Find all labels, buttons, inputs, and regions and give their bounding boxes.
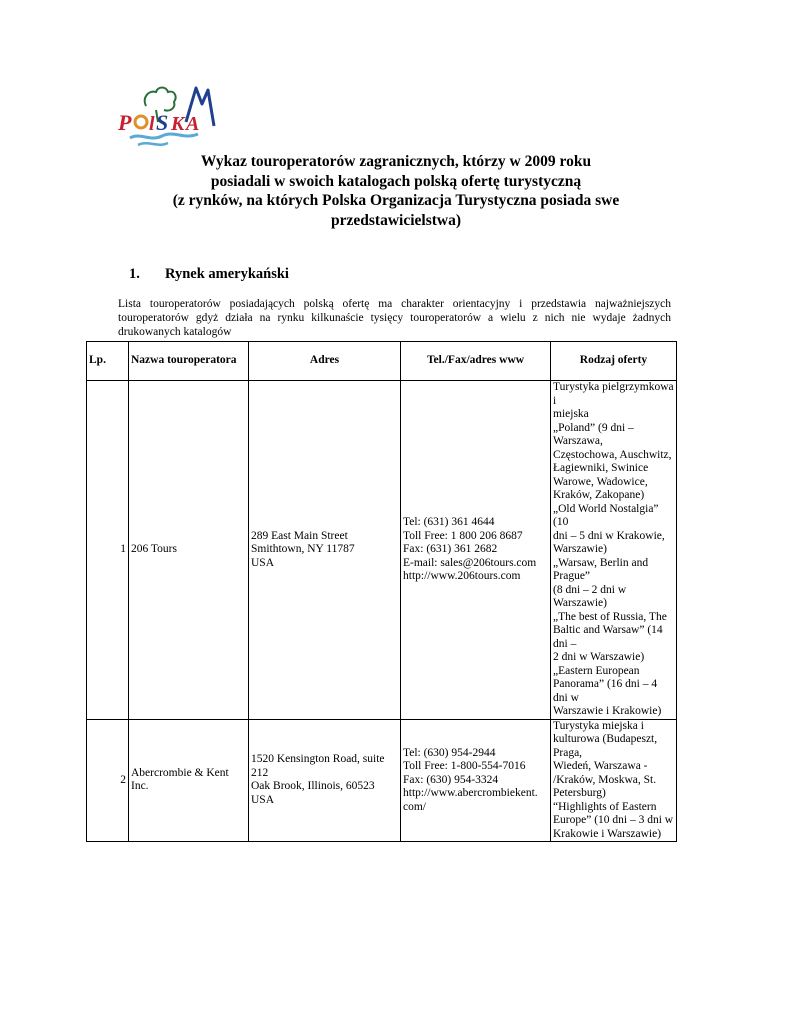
intro-line: touroperatorów gdyż działa na rynku kilkunaście tysięcy touroperatorów a wielu z nich nie wydaje żadnych xyxy=(118,312,671,324)
cell-line: Warowe, Wadowice, xyxy=(553,475,648,488)
cell-line: Fax: (631) 361 2682 xyxy=(403,543,498,555)
cell-line: Smithtown, NY 11787 xyxy=(251,543,355,555)
cell-line: Wiedeń, Warszawa - xyxy=(553,760,648,772)
cell-line: Warszawie) xyxy=(553,543,607,555)
cell-line: 206 Tours xyxy=(131,543,177,555)
cell-line: http://www.abercrombiekent. xyxy=(403,787,538,799)
cell-line: Tel: (630) 954-2944 xyxy=(403,746,496,759)
cell-address xyxy=(249,381,401,720)
cell-name xyxy=(129,719,249,842)
polska-logo xyxy=(116,82,220,152)
cell-line: Kraków, Zakopane) xyxy=(553,489,645,501)
cell-line: USA xyxy=(251,556,275,569)
intro-line: drukowanych katalogów xyxy=(118,326,232,338)
cell-line: dni – 5 dni w Krakowie, xyxy=(553,529,665,542)
cell-line: Panorama” (16 dni – 4 dni w xyxy=(553,678,658,704)
cell-line: USA xyxy=(251,793,275,806)
cell-line: Baltic and Warsaw” (14 dni – xyxy=(553,624,663,650)
svg-text:l: l xyxy=(149,113,155,135)
cell-line: “Highlights of Eastern xyxy=(553,800,657,813)
cell-line: miejska xyxy=(553,408,589,420)
cell-lp: 2 xyxy=(87,719,129,842)
cell-line: 2 dni w Warszawie) xyxy=(553,651,645,663)
cell-line: „Poland” (9 dni – Warszawa, xyxy=(553,421,634,447)
table-row xyxy=(87,719,677,842)
intro-line: Lista touroperatorów posiadających polską ofertę ma charakter orientacyjny i przedstawia najważniejszych xyxy=(118,298,671,310)
cell-contact xyxy=(401,719,551,842)
cell-name xyxy=(129,381,249,720)
cell-line: „Old World Nostalgia” (10 xyxy=(553,502,659,528)
intro-paragraph xyxy=(118,297,671,339)
cell-line: 212 xyxy=(251,766,269,779)
cell-line: Inc. xyxy=(131,780,149,793)
cell-line: Łagiewniki, Swinice xyxy=(553,462,649,474)
cell-line: 1520 Kensington Road, suite xyxy=(251,753,385,766)
header-lp: Lp. xyxy=(87,342,129,381)
title-line: (z rynków, na których Polska Organizacja Turystyczna posiada swe xyxy=(172,192,620,209)
cell-line: Oak Brook, Illinois, 60523 xyxy=(251,780,375,793)
cell-offer xyxy=(551,719,677,842)
cell-line: 289 East Main Street xyxy=(251,529,348,542)
cell-line: „Eastern European xyxy=(553,664,640,677)
cell-line: Europe” (10 dni – 3 dni w xyxy=(553,814,674,826)
header-contact: Tel./Fax/adres www xyxy=(401,342,551,381)
document-title xyxy=(96,152,696,230)
cell-line: Turystyka miejska i xyxy=(553,719,644,732)
title-line: posiadali w swoich katalogach polską ofertę turystyczną xyxy=(210,172,582,190)
cell-line: /Kraków, Moskwa, St. xyxy=(553,773,657,786)
section-title: Rynek amerykański xyxy=(165,266,289,282)
svg-text:K: K xyxy=(171,113,185,135)
svg-text:P: P xyxy=(118,110,132,135)
cell-line: Fax: (630) 954-3324 xyxy=(403,773,499,786)
cell-line: Warszawie i Krakowie) xyxy=(553,705,662,717)
cell-line: Częstochowa, Auschwitz, xyxy=(553,448,672,461)
title-line: Wykaz touroperatorów zagranicznych, którzy w 2009 roku xyxy=(200,153,592,170)
cell-line: Tel: (631) 361 4644 xyxy=(403,516,495,528)
section-heading xyxy=(129,265,289,283)
cell-address xyxy=(249,719,401,842)
cell-line: „The best of Russia, The xyxy=(553,610,667,623)
cell-line: Toll Free: 1-800-554-7016 xyxy=(403,760,526,772)
table-header-row xyxy=(87,342,677,381)
cell-line: http://www.206tours.com xyxy=(403,570,521,582)
cell-line: E-mail: sales@206tours.com xyxy=(403,556,537,569)
cell-line: kulturowa (Budapeszt, Praga, xyxy=(553,733,658,759)
cell-line: Toll Free: 1 800 206 8687 xyxy=(403,529,523,542)
cell-line: Petersburg) xyxy=(553,787,606,799)
cell-offer xyxy=(551,381,677,720)
header-name: Nazwa touroperatora xyxy=(129,342,249,381)
cell-line: com/ xyxy=(403,800,426,813)
cell-contact xyxy=(401,381,551,720)
section-number: 1. xyxy=(129,266,140,282)
svg-text:S: S xyxy=(156,110,169,135)
cell-line: (8 dni – 2 dni w Warszawie) xyxy=(553,583,627,609)
cell-line: Turystyka pielgrzymkowa i xyxy=(553,381,674,407)
header-offer: Rodzaj oferty xyxy=(551,342,677,381)
touroperators-table xyxy=(86,341,677,842)
svg-text:A: A xyxy=(186,113,200,135)
title-line: przedstawicielstwa) xyxy=(331,211,461,229)
cell-line: Krakowie i Warszawie) xyxy=(553,827,662,840)
cell-lp: 1 xyxy=(87,381,129,720)
table-row xyxy=(87,381,677,720)
cell-line: Abercrombie & Kent xyxy=(131,766,229,779)
cell-line: „Warsaw, Berlin and Prague” xyxy=(553,556,649,582)
header-address: Adres xyxy=(249,342,401,381)
